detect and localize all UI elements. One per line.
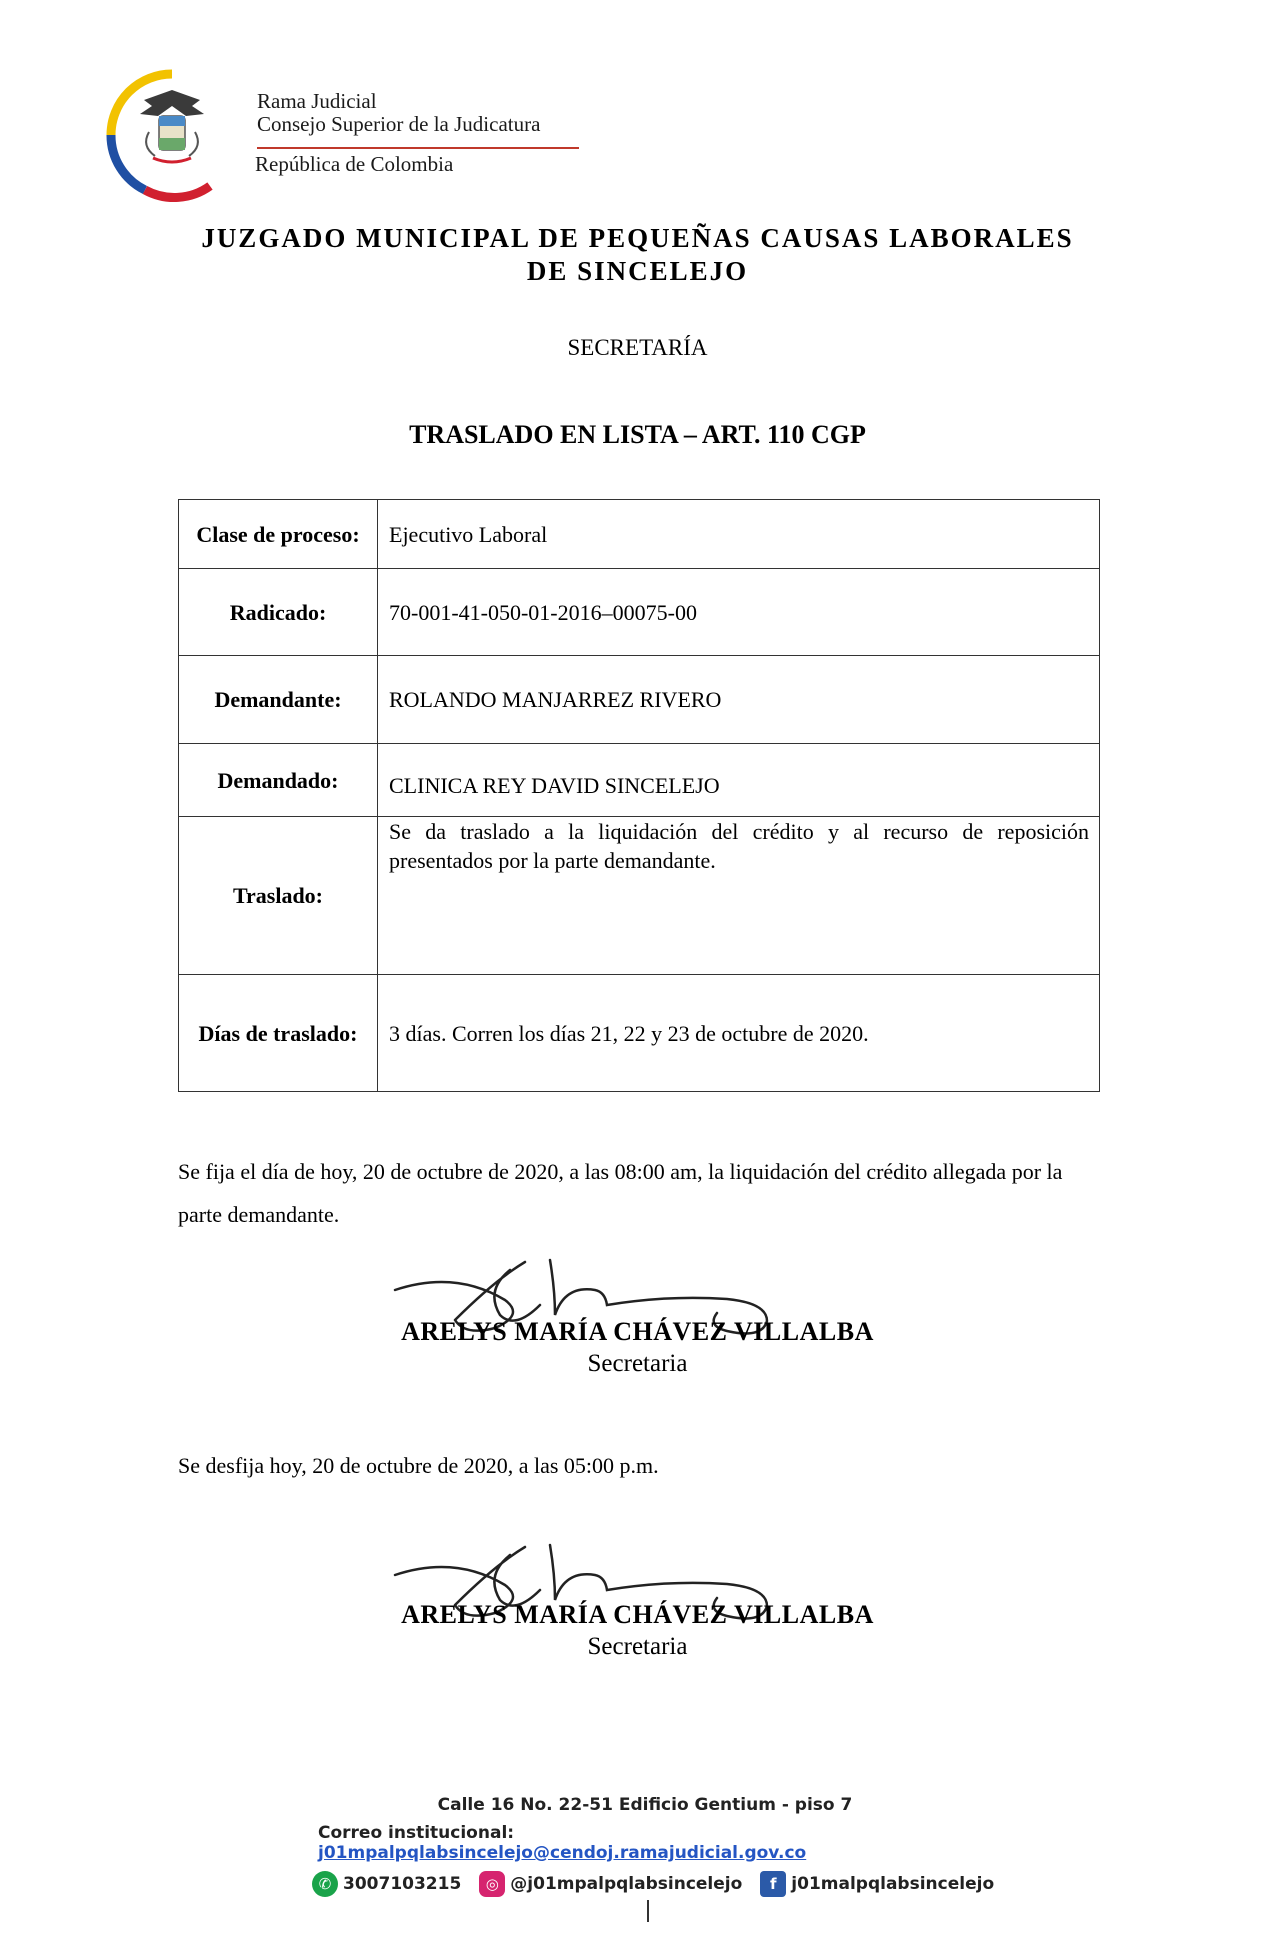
table-row (179, 500, 1100, 569)
document-title: TRASLADO EN LISTA – ART. 110 CGP (409, 420, 866, 449)
instagram-icon: ◎ (479, 1871, 505, 1897)
signature-block (300, 1316, 975, 1380)
table-row (179, 744, 1100, 817)
row-label: Días de traslado: (179, 975, 378, 1092)
text-cursor (647, 1900, 649, 1922)
header-divider (257, 147, 579, 149)
signature-block (300, 1599, 975, 1663)
coat-of-arms-logo (105, 68, 240, 203)
footer-socials (312, 1871, 995, 1897)
signer-role: Secretaria (587, 1633, 688, 1660)
org-line2: Consejo Superior de la Judicatura (257, 112, 541, 136)
whatsapp-number: 3007103215 (343, 1874, 462, 1894)
table-row (179, 975, 1100, 1092)
footer-email-line (318, 1823, 980, 1863)
court-line1: JUZGADO MUNICIPAL DE PEQUEÑAS CAUSAS LABORALES (201, 223, 1074, 253)
case-info-table (178, 499, 1100, 1092)
instagram-handle: @j01mpalpqlabsincelejo (510, 1874, 743, 1894)
row-value: ROLANDO MANJARREZ RIVERO (378, 656, 1100, 744)
table-row (179, 817, 1100, 975)
desfijacion-paragraph: Se desfija hoy, 20 de octubre de 2020, a las 05:00 p.m. (178, 1453, 659, 1478)
row-value: 70-001-41-050-01-2016–00075-00 (378, 569, 1100, 656)
email-label: Correo institucional: (318, 1823, 515, 1843)
row-label: Traslado: (179, 817, 378, 975)
signer-name: ARELYS MARÍA CHÁVEZ VILLALBA (401, 1317, 874, 1346)
row-value: Se da traslado a la liquidación del crédito y al recurso de reposición presentados por la parte demandante. (378, 817, 1100, 975)
court-name (150, 222, 1125, 288)
instagram-contact[interactable] (479, 1871, 742, 1897)
section-title: SECRETARÍA (567, 335, 708, 360)
signer-name: ARELYS MARÍA CHÁVEZ VILLALBA (401, 1600, 874, 1629)
row-value: CLINICA REY DAVID SINCELEJO (378, 744, 1100, 817)
row-value: Ejecutivo Laboral (378, 500, 1100, 569)
row-value: 3 días. Corren los días 21, 22 y 23 de octubre de 2020. (378, 975, 1100, 1092)
facebook-handle: j01malpqlabsincelejo (791, 1874, 995, 1894)
whatsapp-contact[interactable] (312, 1871, 461, 1897)
letterhead (105, 68, 585, 203)
facebook-icon: f (760, 1871, 786, 1897)
signer-role: Secretaria (587, 1350, 688, 1377)
fijacion-paragraph: Se fija el día de hoy, 20 de octubre de 2020, a las 08:00 am, la liquidación del crédito allegada por la parte demandante. (178, 1159, 1063, 1227)
row-label: Radicado: (179, 569, 378, 656)
row-label: Clase de proceso: (179, 500, 378, 569)
footer-address: Calle 16 No. 22-51 Edificio Gentium - piso 7 (437, 1795, 853, 1815)
org-line1: Rama Judicial (257, 89, 377, 113)
row-label: Demandante: (179, 656, 378, 744)
whatsapp-icon: ✆ (312, 1871, 338, 1897)
footer (300, 1795, 995, 1897)
country-name: República de Colombia (255, 152, 454, 176)
court-line2: DE SINCELEJO (526, 256, 749, 286)
email-link[interactable]: j01mpalpqlabsincelejo@cendoj.ramajudicial.gov.co (318, 1843, 807, 1863)
table-row (179, 656, 1100, 744)
row-label: Demandado: (179, 744, 378, 817)
facebook-contact[interactable] (760, 1871, 994, 1897)
table-row (179, 569, 1100, 656)
